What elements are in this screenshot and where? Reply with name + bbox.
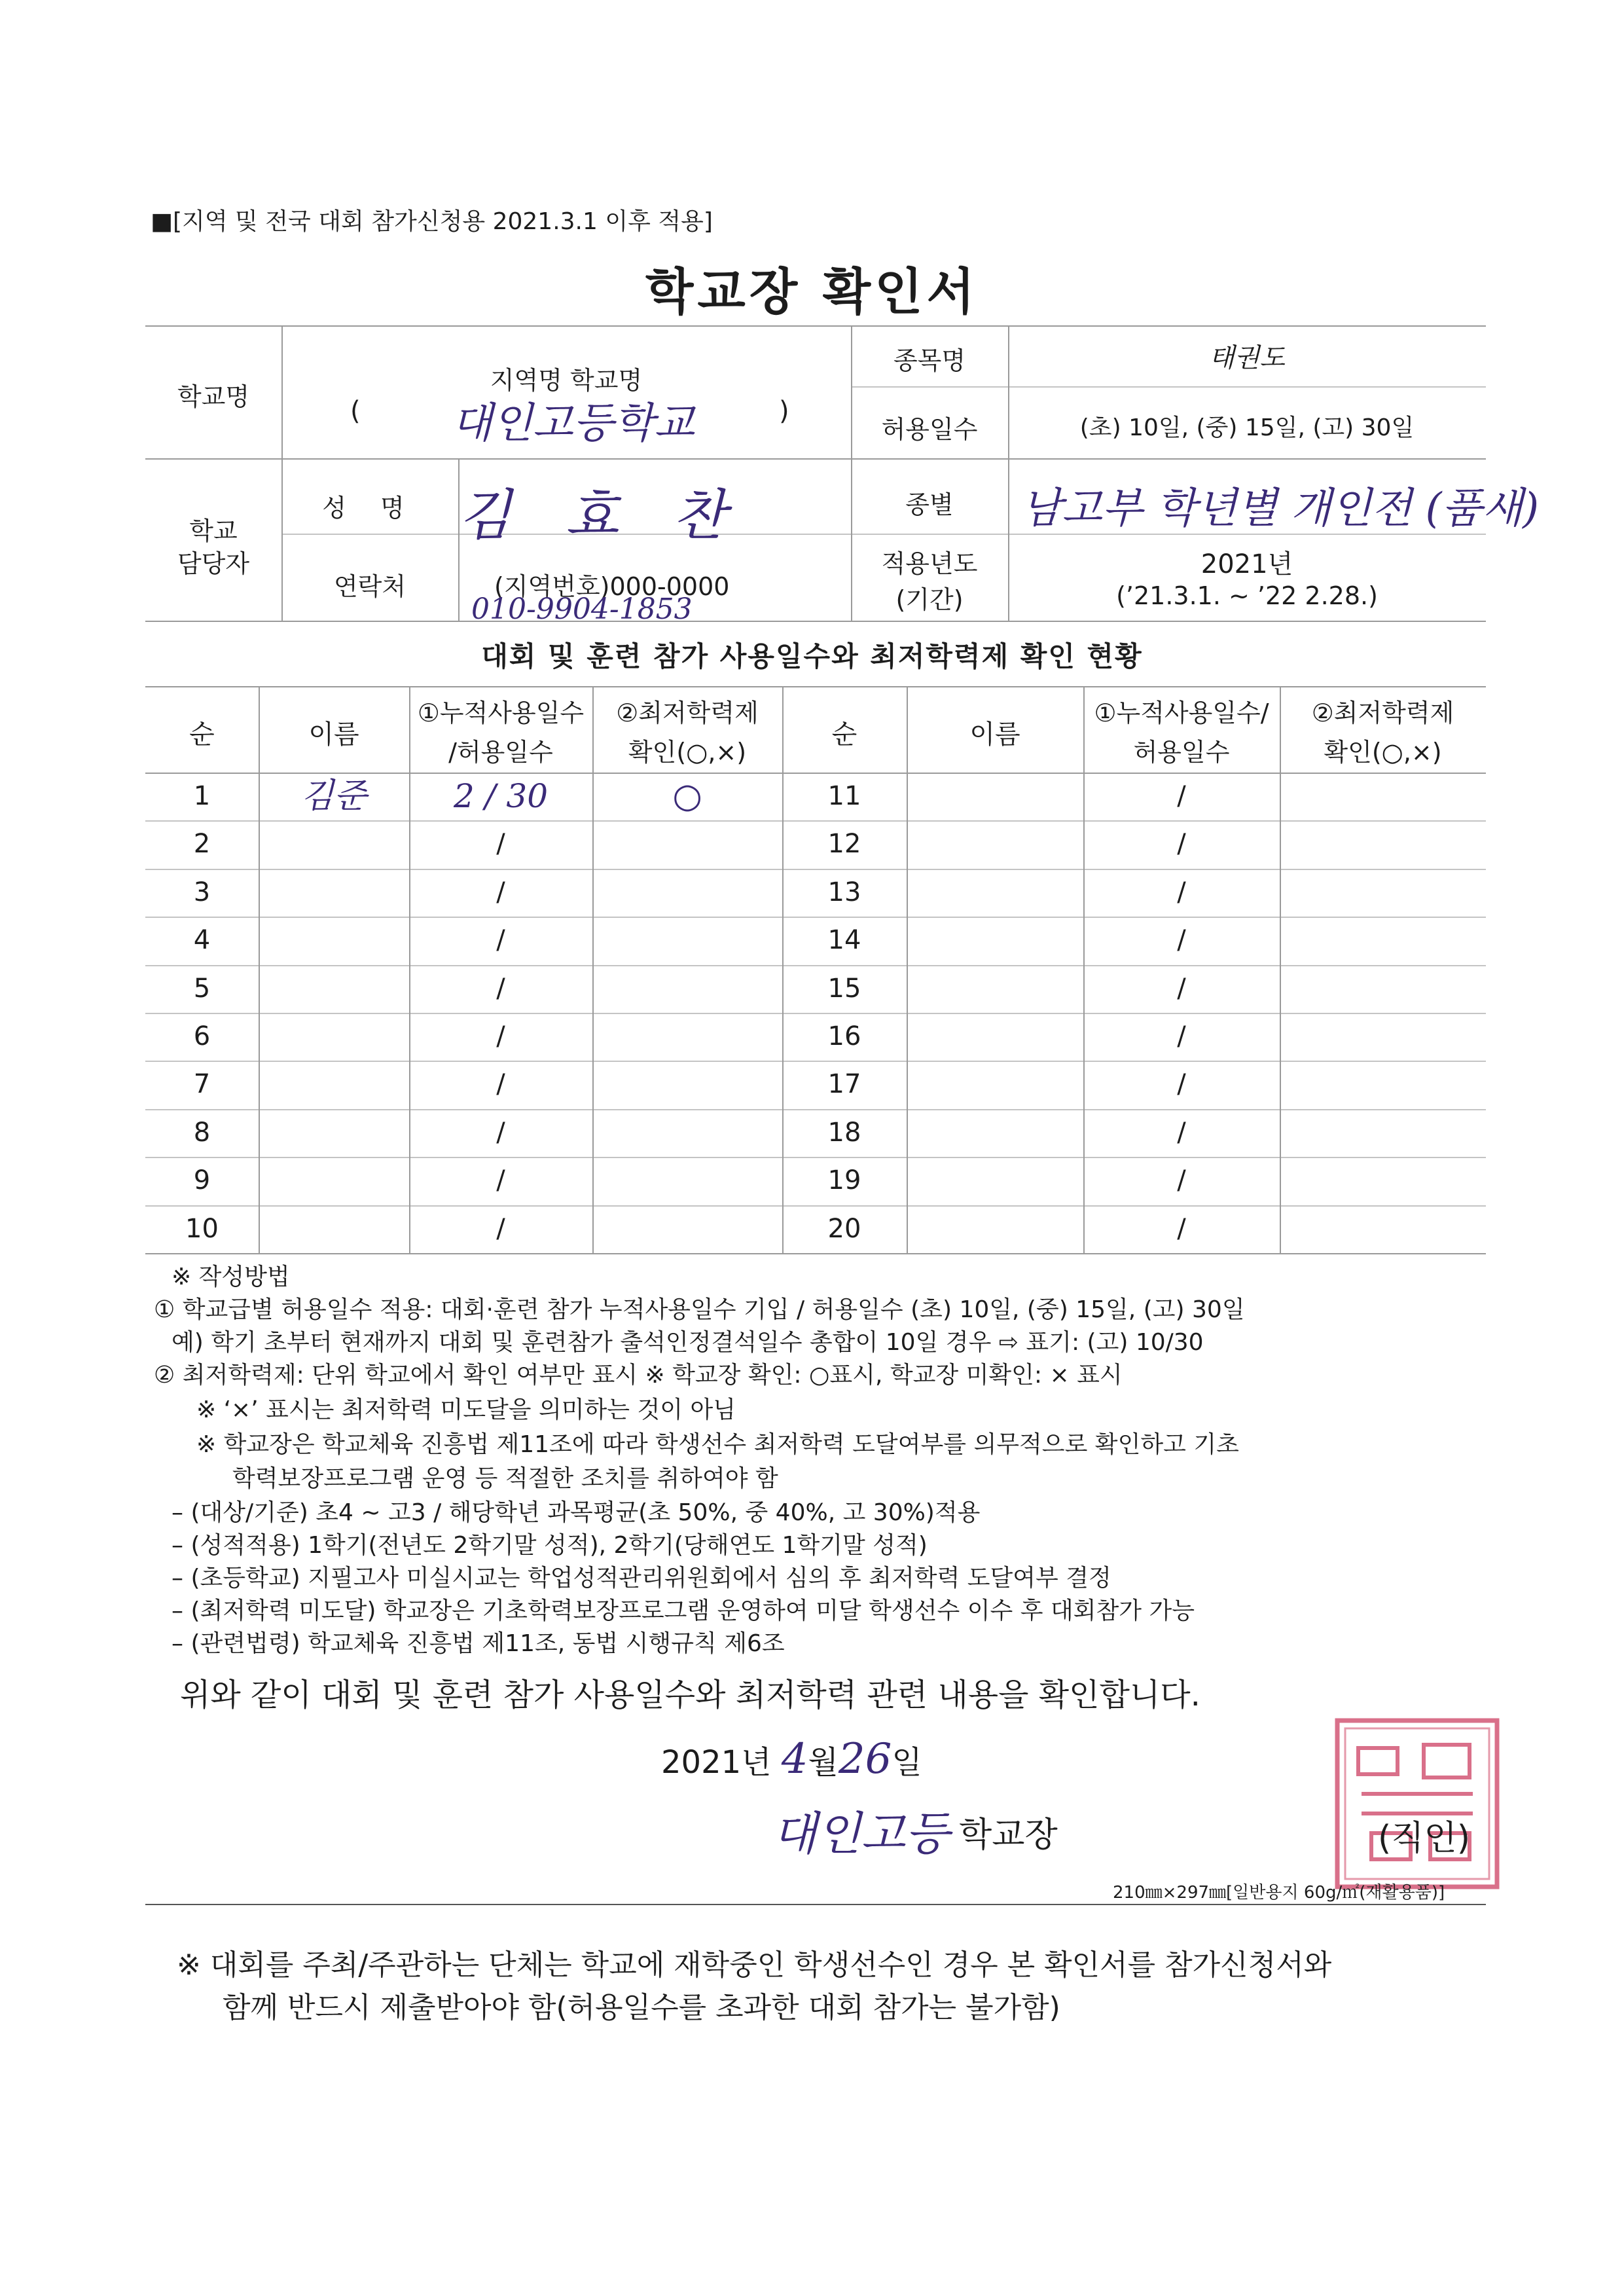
table-caption: 대회 및 훈련 참가 사용일수와 최저학력제 확인 현황 [481,640,1143,672]
school-sub-labels: 지역명 학교명 [490,366,643,395]
row-name-right-9 [907,1157,1083,1204]
header-days-line1: ①누적사용일수 [417,699,585,727]
note-2: ② 최저학력제: 단위 학교에서 확인 여부만 표시 ※ 학교장 확인: ○표시, 학교장 미확인: × 표시 [154,1362,1123,1389]
row-name-10 [259,1205,409,1252]
footer-note-line1: ※ 대회를 주최/주관하는 단체는 학교에 재학중인 학생선수인 경우 본 확인서를 참가신청서와 [177,1948,1332,1982]
event-value: 태권도 [1209,343,1285,373]
row-no-right-3: 13 [827,877,861,907]
allowed-days-label: 허용일수 [881,415,978,444]
row-no-1: 1 [193,781,211,811]
category-label: 종별 [905,490,954,519]
confirmation-statement: 위와 같이 대회 및 훈련 참가 사용일수와 최저학력 관련 내용을 확인합니다. [180,1677,1200,1713]
row-no-7: 7 [193,1069,211,1100]
row-grade-3 [592,869,782,916]
row-days-4: / [496,925,505,956]
date-line [661,1735,922,1783]
event-label: 종목명 [893,346,966,375]
school-name-handwritten: 대인고등학교 [452,399,695,448]
row-grade-right-6 [1280,1013,1486,1060]
school-label: 학교명 [177,382,250,411]
paren-close: ) [779,396,789,426]
row-name-right-3 [907,869,1083,916]
header-no: 순 [189,720,215,750]
row-no-4: 4 [193,925,211,956]
manager-name-handwritten: 김 효 찬 [458,483,744,547]
row-name-right-6 [907,1013,1083,1060]
header-grade-line2: 확인(○,×) [628,738,747,767]
row-name-right-5 [907,965,1083,1012]
page-title: 학교장 확인서 [645,263,979,321]
row-no-3: 3 [193,877,211,907]
row-grade-4 [592,917,782,964]
note-2-sub2b: 학력보장프로그램 운영 등 적절한 조치를 취하여야 함 [232,1465,778,1492]
row-days-6: / [496,1021,505,1051]
row-name-right-1 [907,773,1083,820]
row-days-right-3: / [1177,877,1186,907]
year-label-line2: (기간) [895,585,964,614]
row-grade-right-9 [1280,1157,1486,1204]
row-days-3: / [496,877,505,907]
row-name-2 [259,820,409,867]
row-days-9: / [496,1165,505,1196]
row-days-right-2: / [1177,829,1186,860]
row-grade-right-8 [1280,1109,1486,1156]
row-name-9 [259,1157,409,1204]
paper-spec: 210㎜×297㎜[일반용지 60g/㎡(재활용품)] [1113,1883,1445,1903]
header-days-right-line2: 허용일수 [1133,738,1230,767]
row-grade-right-10 [1280,1205,1486,1252]
row-no-right-7: 17 [827,1069,861,1100]
row-grade-right-3 [1280,869,1486,916]
note-2-sub2a: ※ 학교장은 학교체육 진흥법 제11조에 따라 학생선수 최저학력 도달여부를 의무적으로 확인하고 기초 [196,1431,1239,1458]
row-days-right-1: / [1177,781,1186,811]
row-days-5: / [496,973,505,1004]
row-grade-8 [592,1109,782,1156]
row-no-6: 6 [193,1021,211,1051]
row-no-right-5: 15 [827,973,861,1004]
name-label: 성 명 [322,494,418,522]
row-grade-9 [592,1157,782,1204]
row-name-6 [259,1013,409,1060]
note-1: ① 학교급별 허용일수 적용: 대회·훈련 참가 누적사용일수 기입 / 허용일수 (초) 10일, (중) 15일, (고) 30일 [154,1296,1245,1323]
row-no-right-2: 12 [827,829,861,860]
row-grade-right-7 [1280,1061,1486,1108]
row-days-right-4: / [1177,925,1186,956]
year-label-line1: 적용년도 [881,549,978,578]
row-name-right-8 [907,1109,1083,1156]
row-grade-right-4 [1280,917,1486,964]
row-days-right-8: / [1177,1117,1186,1148]
row-days-2: / [496,829,505,860]
seal-label: (직인) [1378,1819,1471,1858]
row-no-right-10: 20 [827,1213,861,1244]
header-name-right: 이름 [969,720,1020,750]
manager-label-line1: 학교 [189,517,238,545]
date-year: 2021년 [661,1744,772,1781]
row-name-7 [259,1061,409,1108]
note-detail-2: – (성적적용) 1학기(전년도 2학기말 성적), 2학기(당해연도 1학기말 성적) [171,1532,928,1559]
row-no-right-8: 18 [827,1117,861,1148]
row-no-5: 5 [193,973,211,1004]
note-detail-5: – (관련법령) 학교체육 진흥법 제11조, 동법 시행규칙 제6조 [171,1630,785,1657]
header-grade-right-line1: ②최저학력제 [1311,699,1454,727]
row-no-10: 10 [185,1213,219,1244]
principal-title: 학교장 [959,1815,1058,1855]
row-grade-5 [592,965,782,1012]
row-name-3 [259,869,409,916]
row-name-1: 김준 [300,776,367,816]
row-grade-7 [592,1061,782,1108]
date-month-label: 월 [808,1744,839,1781]
notes-heading: ※ 작성방법 [171,1264,290,1290]
date-day-handwritten: 26 [838,1735,892,1783]
row-days-7: / [496,1069,505,1100]
row-no-right-4: 14 [827,925,861,956]
header-no-right: 순 [831,720,857,750]
row-grade-2 [592,820,782,867]
row-name-right-4 [907,917,1083,964]
contact-printed: (지역번호)000-0000 [494,572,730,601]
row-no-right-9: 19 [827,1165,861,1196]
note-detail-1: – (대상/기준) 초4 ~ 고3 / 해당학년 과목평균(초 50%, 중 40%, 고 30%)적용 [171,1499,981,1526]
row-grade-right-1 [1280,773,1486,820]
row-name-8 [259,1109,409,1156]
row-grade-1: ○ [672,776,702,816]
row-name-5 [259,965,409,1012]
header-days-right-line1: ①누적사용일수/ [1094,699,1269,727]
row-no-2: 2 [193,829,211,860]
year-period: (’21.3.1. ~ ’22 2.28.) [1116,581,1378,610]
row-name-right-2 [907,820,1083,867]
row-name-right-10 [907,1205,1083,1252]
row-no-8: 8 [193,1117,211,1148]
row-days-right-5: / [1177,973,1186,1004]
row-days-8: / [496,1117,505,1148]
row-no-right-6: 16 [827,1021,861,1051]
header-name: 이름 [308,720,359,750]
category-value-handwritten: 남고부 학년별 개인전 (품새) [1021,484,1540,533]
note-2-sub1: ※ ‘×’ 표시는 최저학력 미도달을 의미하는 것이 아님 [196,1396,736,1423]
note-detail-4: – (최저학력 미도달) 학교장은 기초학력보장프로그램 운영하여 미달 학생선수 이수 후 대회참가 가능 [171,1597,1195,1624]
note-1-example: 예) 학기 초부터 현재까지 대회 및 훈련참가 출석인정결석일수 총합이 10일 경우 ⇨ 표기: (고) 10/30 [171,1329,1204,1356]
row-name-right-7 [907,1061,1083,1108]
manager-label-line2: 담당자 [177,549,250,578]
year-value: 2021년 [1200,549,1293,579]
row-grade-10 [592,1205,782,1252]
date-day-label: 일 [892,1744,922,1781]
header-grade-right-line2: 확인(○,×) [1324,738,1442,767]
note-detail-3: – (초등학교) 지필고사 미실시교는 학업성적관리위원회에서 심의 후 최저학력 도달여부 결정 [171,1565,1111,1592]
form-header-tag: ■[지역 및 전국 대회 참가신청용 2021.3.1 이후 적용] [151,208,713,235]
row-days-right-7: / [1177,1069,1186,1100]
row-days-10: / [496,1213,505,1244]
row-grade-right-5 [1280,965,1486,1012]
contact-handwritten: 010-9904-1853 [471,592,693,626]
row-no-9: 9 [193,1165,211,1196]
row-days-right-10: / [1177,1213,1186,1244]
date-month-handwritten: 4 [781,1735,808,1783]
contact-label: 연락처 [333,572,406,601]
school-seal-stamp [1332,1715,1502,1892]
row-grade-6 [592,1013,782,1060]
header-days-line2: /허용일수 [448,738,553,767]
footer-note-line2: 함께 반드시 제출받아야 함(허용일수를 초과한 대회 참가는 불가함) [223,1991,1060,2024]
row-days-right-9: / [1177,1165,1186,1196]
row-days-1: 2 / 30 [453,777,549,815]
school-signature-handwritten: 대인고등 [772,1807,950,1861]
row-days-right-6: / [1177,1021,1186,1051]
header-grade-line1: ②최저학력제 [616,699,759,727]
row-grade-right-2 [1280,820,1486,867]
paren-open: ( [350,396,361,426]
row-no-right-1: 11 [827,781,861,811]
allowed-days-value: (초) 10일, (중) 15일, (고) 30일 [1079,414,1415,441]
row-name-4 [259,917,409,964]
